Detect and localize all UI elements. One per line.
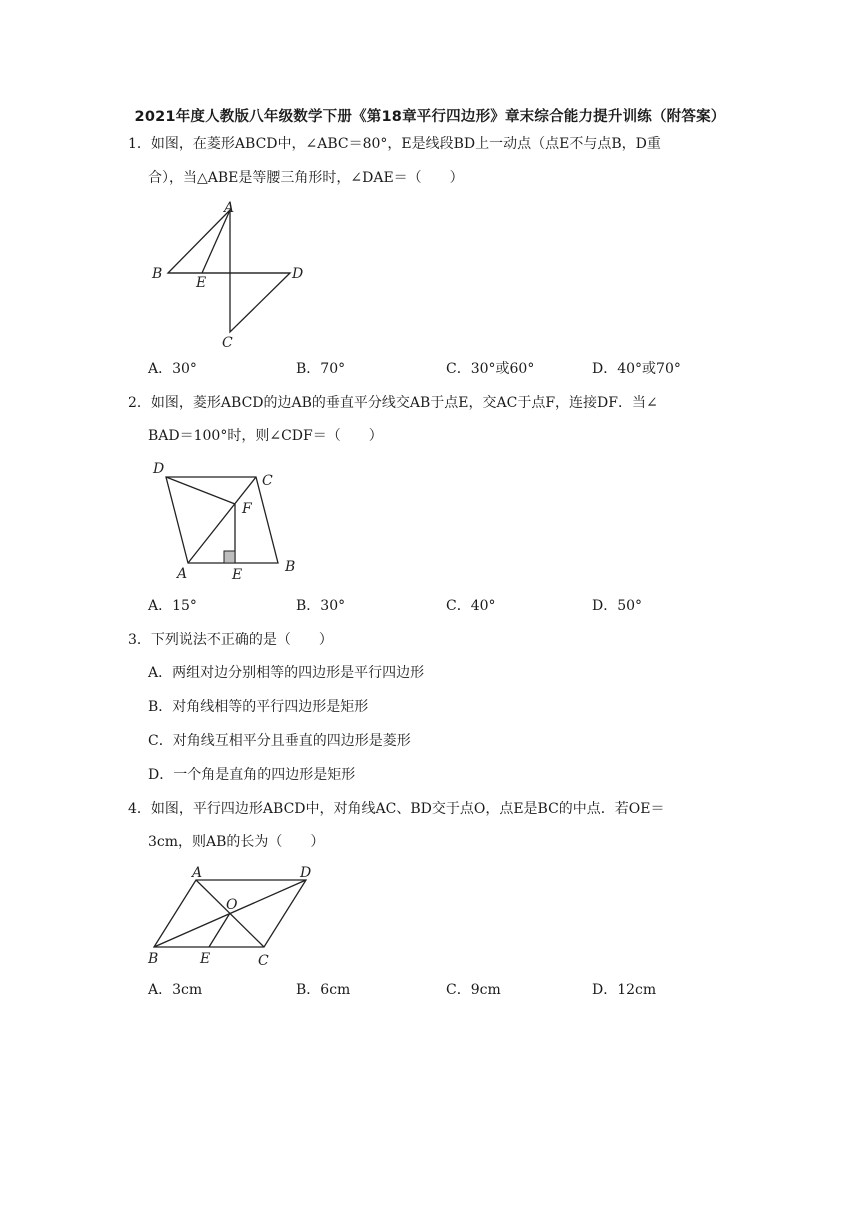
q4-stem-line2: 3cm，则AB的长为（ ） [148,834,325,850]
q1-option-d: D．40°或70° [592,361,681,377]
q4-label-a: A [192,865,203,881]
q2-stem-line1: 2．如图，菱形ABCD的边AB的垂直平分线交AB于点E，交AC于点F，连接DF．当∠ [128,395,658,411]
q1-label-c: C [222,335,233,351]
q1-segment-ae [202,210,230,273]
q1-label-a: A [224,200,235,216]
q1-stem-line1: 1．如图，在菱形ABCD中，∠ABC＝80°，E是线段BD上一动点（点E不与点B，D重 [128,136,661,152]
q1-rhombus-figure [140,195,320,355]
q3-option-d: D．一个角是直角的四边形是矩形 [148,767,356,783]
q2-stem-line2: BAD＝100°时，则∠CDF＝（ ） [148,428,383,444]
q4-label-b: B [148,951,159,967]
q2-label-e: E [232,567,243,583]
q4-parallelogram-figure [140,860,330,975]
q1-rhombus-outline [168,210,290,332]
q4-label-o: O [226,897,238,913]
q3-stem: 3．下列说法不正确的是（ ） [128,632,333,648]
q4-label-d: D [300,865,312,881]
q2-segment-df [166,477,235,504]
q1-label-b: B [152,266,163,282]
q2-option-b: B．30° [296,598,346,614]
q1-label-e: E [196,275,207,291]
q2-option-d: D．50° [592,598,643,614]
q2-label-a: A [177,566,188,582]
q4-option-c: C．9cm [446,982,501,998]
document-title: 2021年度人教版八年级数学下册《第18章平行四边形》章末综合能力提升训练（附答案） [134,109,726,125]
q3-option-b: B．对角线相等的平行四边形是矩形 [148,699,369,715]
q2-label-c: C [262,473,273,489]
q4-stem-line1: 4．如图，平行四边形ABCD中，对角线AC、BD交于点O，点E是BC的中点．若OE＝ [128,801,665,817]
q2-right-angle-mark [224,551,235,563]
q2-label-f: F [242,501,252,517]
q2-option-a: A．15° [148,598,197,614]
q1-option-a: A．30° [148,361,197,377]
q4-option-d: D．12cm [592,982,657,998]
q1-label-d: D [292,266,304,282]
q4-option-b: B．6cm [296,982,351,998]
q3-option-a: A．两组对边分别相等的四边形是平行四边形 [148,665,425,681]
q4-label-c: C [258,953,269,969]
q2-label-b: B [285,559,296,575]
q1-option-b: B．70° [296,361,346,377]
q4-option-a: A．3cm [148,982,203,998]
q4-label-e: E [200,951,211,967]
q2-label-d: D [153,461,165,477]
q3-option-c: C．对角线互相平分且垂直的四边形是菱形 [148,733,411,749]
q1-option-c: C．30°或60° [446,361,535,377]
q1-stem-line2: 合），当△ABE是等腰三角形时，∠DAE＝（ ） [148,170,464,186]
q2-rhombus-figure [140,455,320,585]
q2-option-c: C．40° [446,598,496,614]
